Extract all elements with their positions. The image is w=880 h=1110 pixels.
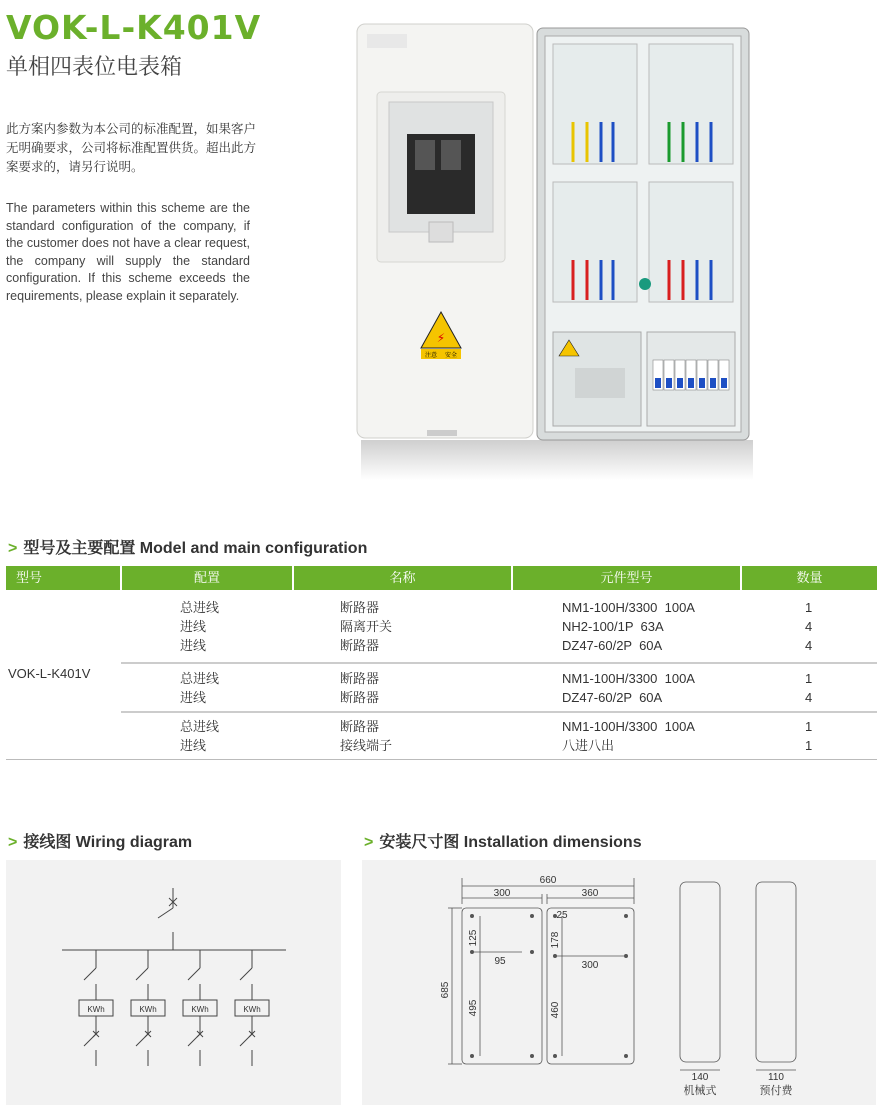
install-title-text: 安装尺寸图 Installation dimensions: [379, 834, 642, 851]
install-diagram-panel: [362, 860, 876, 1105]
meter-label: KWh: [243, 1005, 261, 1014]
config-arrow-icon: >: [8, 540, 18, 557]
config-title-text: 型号及主要配置 Model and main configuration: [23, 540, 368, 557]
description-chinese: 此方案内参数为本公司的标准配置，如果客户无明确要求，公司将标准配置供货。超出此方案要求的，请另行说明。: [6, 122, 257, 174]
config-cell: 总进线: [180, 671, 220, 686]
dim-25: 25: [556, 910, 568, 921]
dim-495: 495: [468, 999, 479, 1017]
part-cell: NH2-100/1P 63A: [562, 619, 664, 634]
qty-cell: 1: [805, 671, 813, 686]
warning-label-1: 注意: [424, 353, 438, 359]
dim-125: 125: [468, 929, 479, 947]
part-cell: NM1-100H/3300 100A: [562, 719, 695, 734]
part-cell: NM1-100H/3300 100A: [562, 600, 695, 615]
qty-cell: 4: [805, 619, 813, 634]
dim-side-110: 110: [768, 1072, 784, 1083]
dim-height: 685: [440, 981, 451, 999]
group-divider: [121, 662, 877, 664]
dim-460: 460: [550, 1001, 561, 1019]
wiring-section-title: [8, 829, 192, 852]
dim-total-width: 660: [539, 875, 557, 886]
dim-right-width: 360: [581, 888, 599, 899]
dim-300: 300: [581, 960, 599, 971]
warning-label-2: 安全: [444, 353, 458, 359]
qty-cell: 4: [805, 638, 813, 653]
side-view-label-prepaid: 预付费: [759, 1085, 793, 1097]
install-diagram: [362, 860, 876, 1105]
dim-95: 95: [494, 956, 506, 967]
column-header-part: 元件型号: [513, 566, 740, 590]
column-header-model: 型号: [6, 566, 120, 590]
part-cell: DZ47-60/2P 60A: [562, 690, 663, 705]
name-cell: 断路器: [340, 671, 380, 686]
column-header-qty: 数量: [742, 566, 877, 590]
product-image: [355, 22, 755, 482]
name-cell: 隔离开关: [340, 619, 393, 634]
model-title: VOK-L-K401V: [6, 8, 262, 47]
qty-cell: 1: [805, 719, 813, 734]
name-cell: 断路器: [340, 600, 380, 615]
meter-label: KWh: [139, 1005, 157, 1014]
config-cell: 进线: [180, 738, 207, 753]
meter-label: KWh: [191, 1005, 209, 1014]
install-arrow-icon: >: [364, 834, 374, 851]
column-header-name: 名称: [294, 566, 511, 590]
config-cell: 总进线: [180, 600, 220, 615]
dim-side-140: 140: [691, 1072, 709, 1083]
column-header-config: 配置: [122, 566, 292, 590]
name-cell: 断路器: [340, 638, 380, 653]
config-cell: 进线: [180, 638, 207, 653]
config-cell: 总进线: [180, 719, 220, 734]
dim-left-width: 300: [493, 888, 511, 899]
table-bottom-border: [6, 759, 877, 760]
config-cell: 进线: [180, 690, 207, 705]
qty-cell: 4: [805, 690, 813, 705]
dim-178: 178: [550, 931, 561, 949]
part-cell: DZ47-60/2P 60A: [562, 638, 663, 653]
wiring-diagram: [6, 860, 341, 1105]
qty-cell: 1: [805, 738, 813, 753]
config-cell: 进线: [180, 619, 207, 634]
name-cell: 接线端子: [340, 738, 393, 753]
install-section-title: [364, 829, 642, 852]
wiring-title-text: 接线图 Wiring diagram: [23, 834, 193, 851]
description-english: The parameters within this scheme are the standard configuration of the company, if the customer does not have a clear request, the company will supply the standard configuration. If this scheme exceeds the requirements, please explain it separately.: [6, 201, 250, 303]
name-cell: 断路器: [340, 690, 380, 705]
part-cell: NM1-100H/3300 100A: [562, 671, 695, 686]
product-subtitle: 单相四表位电表箱: [6, 55, 183, 80]
name-cell: 断路器: [340, 719, 380, 734]
part-cell: 八进八出: [562, 738, 615, 753]
qty-cell: 1: [805, 600, 813, 615]
meter-label: KWh: [87, 1005, 105, 1014]
side-view-label-mechanical: 机械式: [683, 1085, 717, 1097]
wiring-arrow-icon: >: [8, 834, 18, 851]
group-divider: [121, 711, 877, 713]
config-section-title: [8, 535, 367, 558]
svg-text:⚡: ⚡: [436, 331, 446, 345]
wiring-diagram-panel: [6, 860, 341, 1105]
model-cell: VOK-L-K401V: [8, 666, 91, 681]
